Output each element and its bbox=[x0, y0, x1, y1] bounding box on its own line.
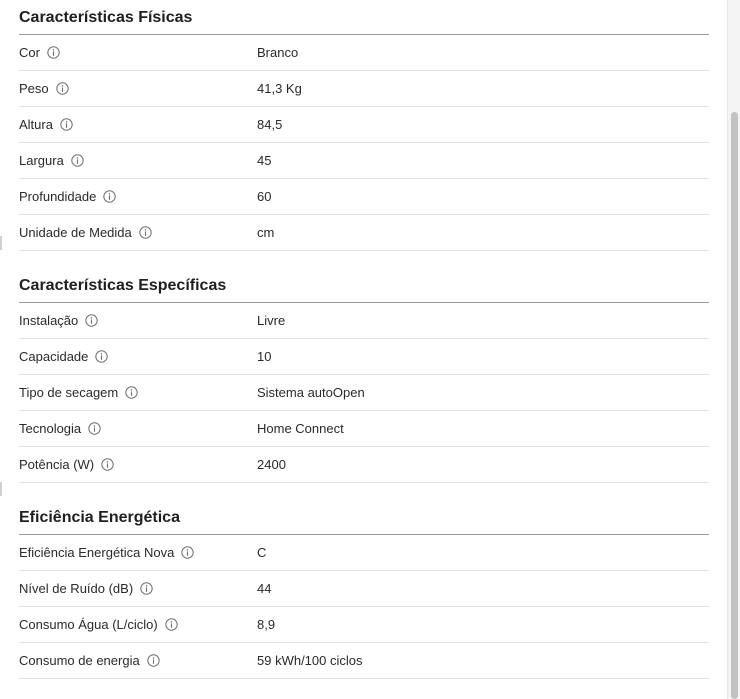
info-icon[interactable] bbox=[47, 46, 60, 59]
info-icon[interactable] bbox=[125, 386, 138, 399]
spec-row-potencia-w bbox=[19, 447, 709, 483]
spec-label-cell bbox=[19, 385, 257, 400]
spec-row-consumo-agua-l-ciclo bbox=[19, 607, 709, 643]
info-icon[interactable] bbox=[95, 350, 108, 363]
spec-label-cell bbox=[19, 581, 257, 596]
spec-label: Altura bbox=[19, 117, 53, 132]
spec-value: C bbox=[257, 545, 267, 560]
spec-label: Unidade de Medida bbox=[19, 225, 132, 240]
left-edge-mark bbox=[0, 482, 2, 496]
spec-label-cell bbox=[19, 349, 257, 364]
spec-row-profundidade bbox=[19, 179, 709, 215]
section-eficiencia-energetica bbox=[19, 500, 709, 679]
spec-label: Instalação bbox=[19, 313, 79, 328]
spec-label-cell bbox=[19, 45, 257, 60]
spec-label: Profundidade bbox=[19, 189, 97, 204]
info-icon[interactable] bbox=[101, 458, 114, 471]
spec-value: cm bbox=[257, 225, 275, 240]
spec-label: Potência (W) bbox=[19, 457, 95, 472]
scrollbar-thumb[interactable] bbox=[731, 112, 738, 699]
spec-row-consumo-de-energia bbox=[19, 643, 709, 679]
spec-value: 84,5 bbox=[257, 117, 283, 132]
spec-row-tipo-de-secagem bbox=[19, 375, 709, 411]
spec-row-peso bbox=[19, 71, 709, 107]
section-gap bbox=[19, 483, 709, 500]
info-icon[interactable] bbox=[165, 618, 178, 631]
spec-label-cell bbox=[19, 313, 257, 328]
info-icon[interactable] bbox=[139, 226, 152, 239]
spec-value: 59 kWh/100 ciclos bbox=[257, 653, 363, 668]
spec-label-cell bbox=[19, 617, 257, 632]
spec-label: Consumo de energia bbox=[19, 653, 140, 668]
spec-label: Peso bbox=[19, 81, 49, 96]
spec-value: 44 bbox=[257, 581, 272, 596]
spec-label: Capacidade bbox=[19, 349, 89, 364]
section-caracteristicas-fisicas bbox=[19, 0, 709, 251]
spec-row-altura bbox=[19, 107, 709, 143]
spec-row-tecnologia bbox=[19, 411, 709, 447]
spec-label-cell bbox=[19, 225, 257, 240]
spec-label-cell bbox=[19, 545, 257, 560]
spec-label: Largura bbox=[19, 153, 64, 168]
section-title: Características Físicas bbox=[19, 0, 709, 35]
spec-sheet bbox=[19, 0, 709, 679]
spec-label-cell bbox=[19, 81, 257, 96]
spec-label: Consumo Água (L/ciclo) bbox=[19, 617, 158, 632]
spec-row-largura bbox=[19, 143, 709, 179]
info-icon[interactable] bbox=[140, 582, 153, 595]
info-icon[interactable] bbox=[71, 154, 84, 167]
section-title: Características Específicas bbox=[19, 268, 709, 303]
info-icon[interactable] bbox=[181, 546, 194, 559]
spec-value: 45 bbox=[257, 153, 272, 168]
spec-row-unidade-de-medida bbox=[19, 215, 709, 251]
spec-label: Nível de Ruído (dB) bbox=[19, 581, 134, 596]
info-icon[interactable] bbox=[103, 190, 116, 203]
spec-value: 41,3 Kg bbox=[257, 81, 302, 96]
vertical-scrollbar[interactable] bbox=[727, 0, 740, 699]
section-title: Eficiência Energética bbox=[19, 500, 709, 535]
spec-label-cell bbox=[19, 189, 257, 204]
info-icon[interactable] bbox=[85, 314, 98, 327]
info-icon[interactable] bbox=[88, 422, 101, 435]
info-icon[interactable] bbox=[60, 118, 73, 131]
spec-label: Tecnologia bbox=[19, 421, 82, 436]
spec-label-cell bbox=[19, 421, 257, 436]
spec-label: Cor bbox=[19, 45, 40, 60]
section-caracteristicas-especificas bbox=[19, 268, 709, 483]
spec-row-capacidade bbox=[19, 339, 709, 375]
spec-value: Branco bbox=[257, 45, 299, 60]
spec-row-cor bbox=[19, 35, 709, 71]
spec-value: 10 bbox=[257, 349, 272, 364]
spec-row-eficiencia-energetica-nova bbox=[19, 535, 709, 571]
spec-value: Livre bbox=[257, 313, 286, 328]
spec-row-nivel-de-ruido-db bbox=[19, 571, 709, 607]
spec-label-cell bbox=[19, 457, 257, 472]
spec-row-instalacao bbox=[19, 303, 709, 339]
spec-value: 8,9 bbox=[257, 617, 276, 632]
left-edge-mark bbox=[0, 236, 2, 250]
spec-value: Sistema autoOpen bbox=[257, 385, 365, 400]
spec-label-cell bbox=[19, 153, 257, 168]
spec-value: Home Connect bbox=[257, 421, 344, 436]
spec-value: 2400 bbox=[257, 457, 286, 472]
spec-label: Eficiência Energética Nova bbox=[19, 545, 175, 560]
spec-label-cell bbox=[19, 117, 257, 132]
spec-label: Tipo de secagem bbox=[19, 385, 119, 400]
spec-value: 60 bbox=[257, 189, 272, 204]
section-gap bbox=[19, 251, 709, 268]
info-icon[interactable] bbox=[56, 82, 69, 95]
info-icon[interactable] bbox=[147, 654, 160, 667]
spec-label-cell bbox=[19, 653, 257, 668]
